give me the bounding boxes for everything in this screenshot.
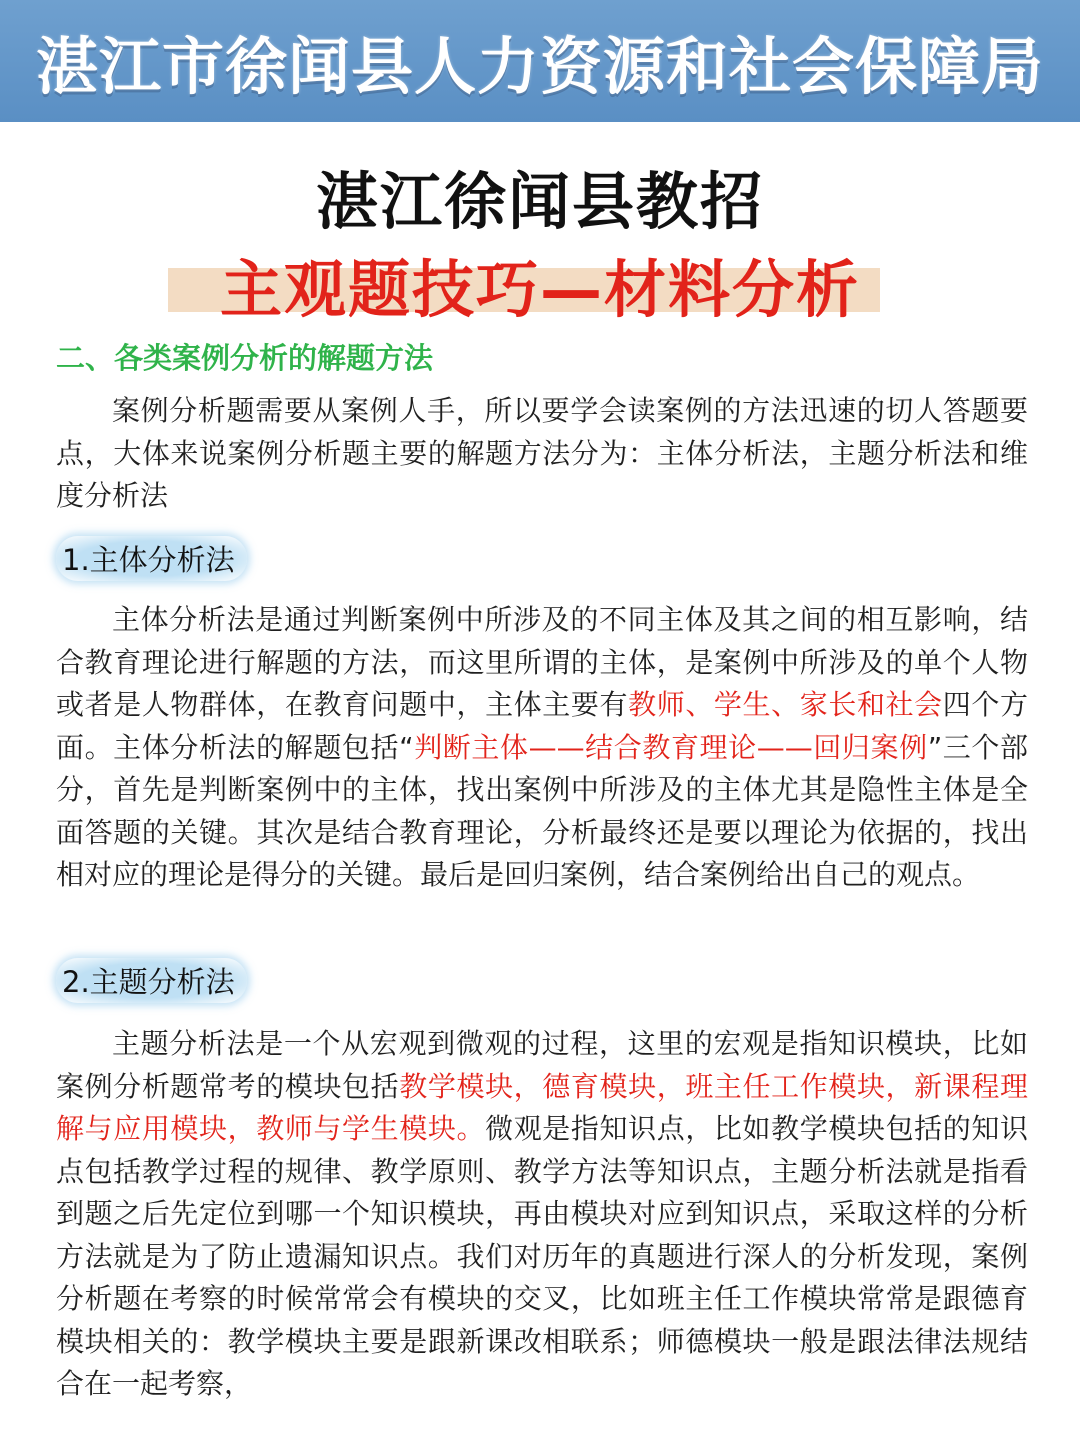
header-banner — [0, 0, 1080, 122]
method1-text-3: ”三个部分，首先是判断案例中的主体，找出案例中所涉及的主体尤其是隐性主体是全面答题的关键。其次是结合教育理论，分析最终还是要以理论为依据的，找出相对应的理论是得分的关键。最后是回归案例，结合案例给出自己的观点。 — [56, 730, 1028, 891]
banner-title: 湛江市徐闻县人力资源和社会保障局 — [35, 29, 1044, 103]
page-title: 湛江徐闻县教招 — [315, 165, 764, 238]
section-heading: 二、各类案例分析的解题方法 — [56, 341, 434, 375]
method2-paragraph — [56, 1023, 1028, 1406]
method1-highlight-steps: 判断主体——结合教育理论——回归案例 — [413, 730, 928, 764]
method1-highlight-subjects: 教师、学生、家长和社会 — [628, 688, 943, 721]
method1-text-1: 主体分析法是通过判断案例中所涉及的不同主体及其之间的相互影响，结合教育理论进行解题的方法，而这里所谓的主体，是案例中所涉及的单个人物或者是人物群体，在教育问题中，主体主要有 — [56, 603, 1028, 721]
method1-text-2: 四个方面。主体分析法的解题包括“ — [56, 688, 1028, 764]
method2-text-1: 主题分析法是一个从宏观到微观的过程，这里的宏观是指知识模块，比如案例分析题常考的模块包括 — [56, 1027, 1028, 1103]
method2-heading: 2.主题分析法 — [56, 958, 247, 1003]
method2-text-2: 微观是指知识点，比如教学模块包括的知识点包括教学过程的规律、教学原则、教学方法等知识点，主题分析法就是指看到题之后先定位到哪一个知识模块，再由模块对应到知识点，采取这样的分析方法就是为了防止遗漏知识点。我们对历年的真题进行深人的分析发现，案例分析题在考察的时候常常会有模块的交叉，比如班主任工作模块常常是跟德育模块相关的：教学模块主要是跟新课改相联系；师德模块一般是跟法律法规结合在一起考察， — [56, 1112, 1028, 1400]
method1-paragraph — [56, 599, 1028, 897]
method1-heading: 1.主体分析法 — [56, 536, 247, 581]
page-subtitle: 主观题技巧—材料分析 — [219, 253, 860, 326]
method2-highlight-modules: 教学模块，德育模块，班主任工作模块，新课程理解与应用模块，教师与学生模块。 — [56, 1069, 1028, 1145]
intro-paragraph: 案例分析题需要从案例人手，所以要学会读案例的方法迅速的切人答题要点，大体来说案例分析题主要的解题方法分为：主体分析法，主题分析法和维度分析法 — [56, 394, 1028, 512]
